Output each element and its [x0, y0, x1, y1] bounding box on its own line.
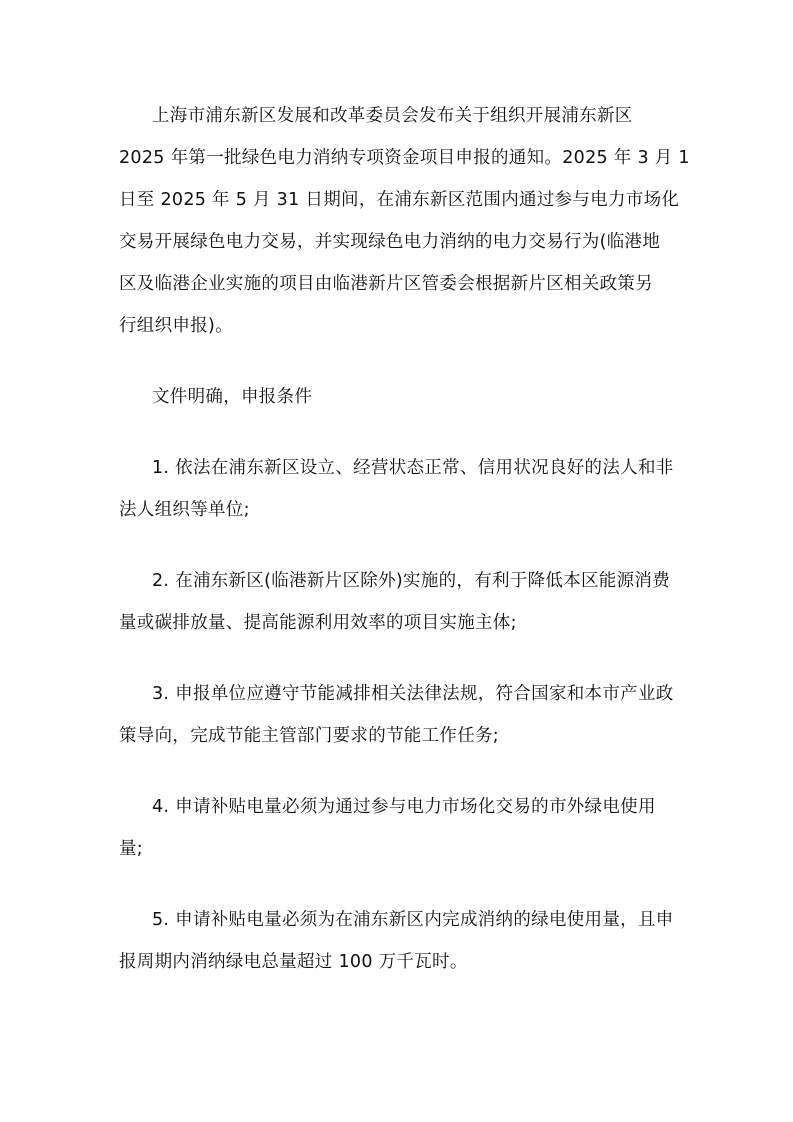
- text-line: 策导向，完成节能主管部门要求的节能工作任务;: [119, 726, 499, 746]
- document-body: [119, 95, 699, 1012]
- text-line: 法人组织等单位;: [119, 500, 250, 520]
- text-line: 区及临港企业实施的项目由临港新片区管委会根据新片区相关政策另: [119, 274, 653, 294]
- text-line: 2. 在浦东新区(临港新片区除外)实施的，有利于降低本区能源消费: [152, 571, 671, 591]
- condition-item-5: [119, 899, 699, 983]
- text-line: 1. 依法在浦东新区设立、经营状态正常、信用状况良好的法人和非: [152, 458, 674, 478]
- text-line: 量;: [119, 839, 143, 859]
- text-line: 交易开展绿色电力交易，并实现绿色电力消纳的电力交易行为(临港地: [119, 232, 661, 252]
- condition-item-3: [119, 673, 699, 757]
- text-line: 3. 申报单位应遵守节能减排相关法律法规，符合国家和本市产业政: [152, 684, 674, 704]
- text-line: 行组织申报)。: [119, 316, 233, 336]
- condition-item-4: [119, 786, 699, 870]
- text-line: 5. 申请补贴电量必须为在浦东新区内完成消纳的绿电使用量，且申: [152, 910, 674, 930]
- intro-paragraph: [119, 95, 699, 347]
- text-line: 报周期内消纳绿电总量超过 100 万千瓦时。: [119, 952, 468, 972]
- text-line: 4. 申请补贴电量必须为通过参与电力市场化交易的市外绿电使用: [152, 797, 656, 817]
- condition-item-1: [119, 447, 699, 531]
- text-line: 上海市浦东新区发展和改革委员会发布关于组织开展浦东新区: [152, 106, 633, 126]
- condition-item-2: [119, 560, 699, 644]
- text-line: 量或碳排放量、提高能源利用效率的项目实施主体;: [119, 613, 517, 633]
- text-line: 文件明确，申报条件: [152, 387, 313, 407]
- text-line: 日至 2025 年 5 月 31 日期间，在浦东新区范围内通过参与电力市场化: [119, 190, 680, 210]
- conditions-heading: [119, 376, 699, 418]
- text-line: 2025 年第一批绿色电力消纳专项资金项目申报的通知。2025 年 3 月 1: [119, 148, 690, 168]
